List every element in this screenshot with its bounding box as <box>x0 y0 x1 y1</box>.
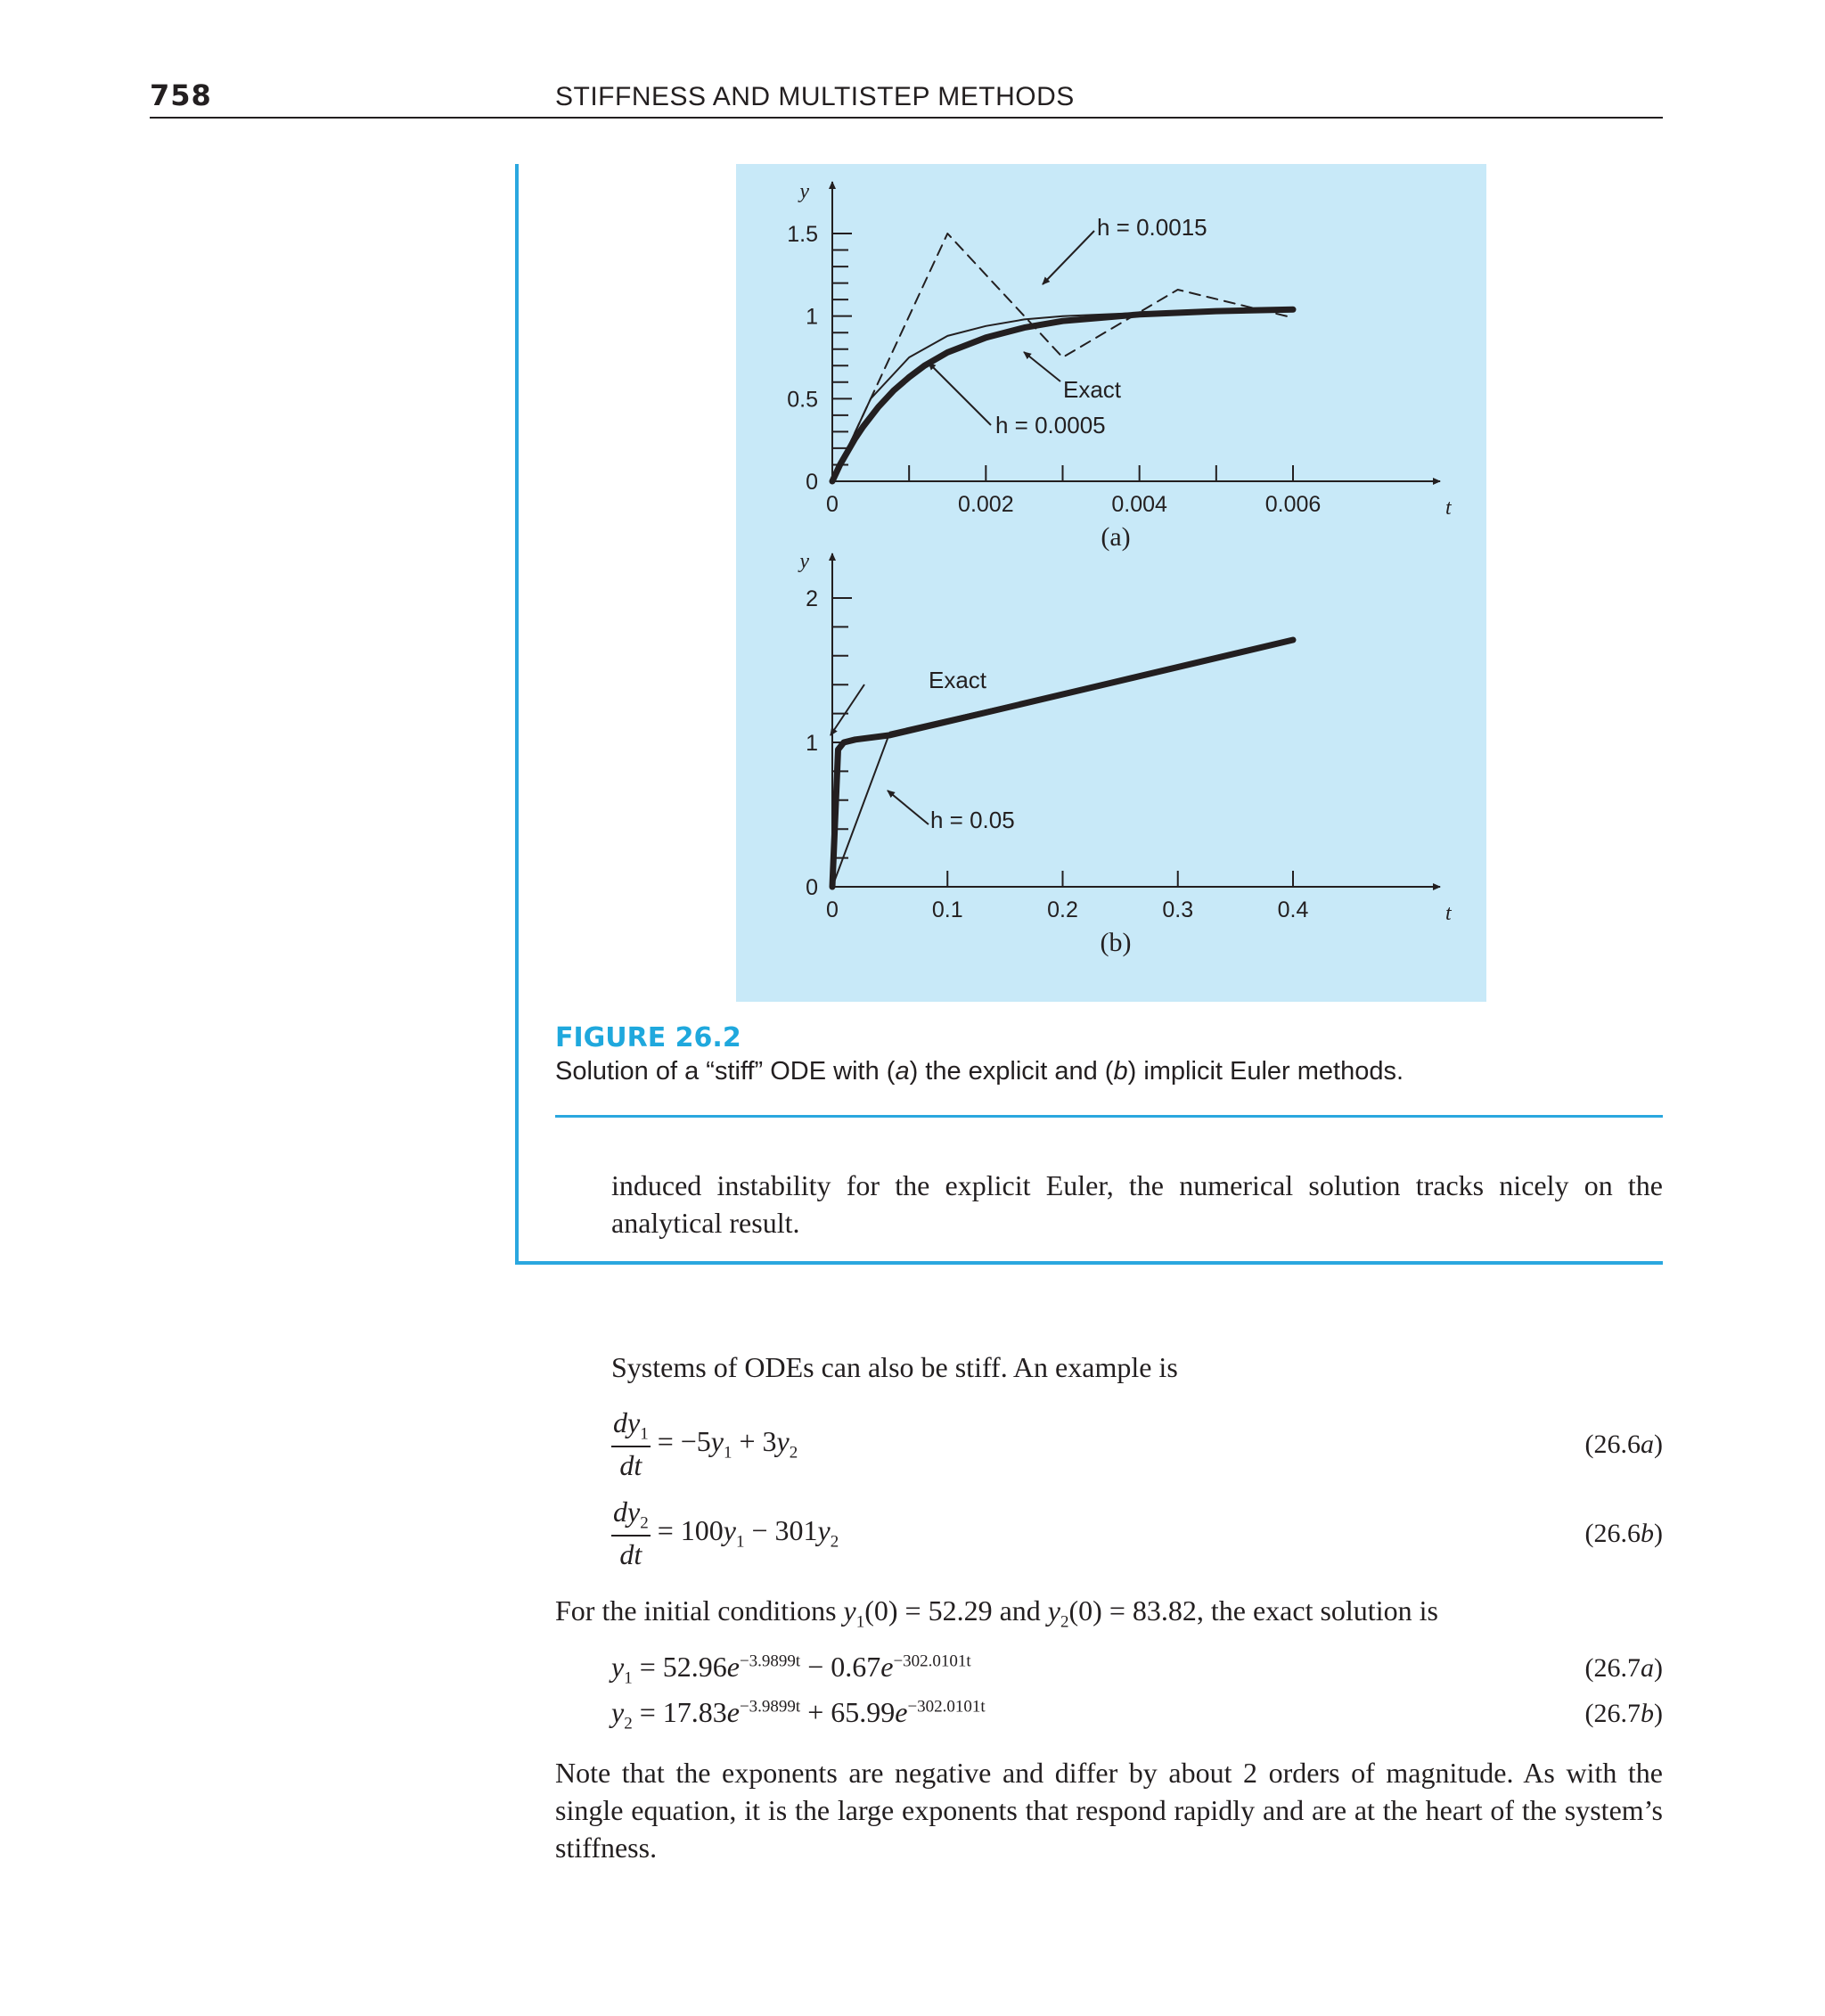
chart-b-y-tick-label: 0 <box>806 875 818 900</box>
ic-y1: y <box>843 1594 856 1627</box>
eqnum-6b-pre: (26.6 <box>1584 1519 1641 1548</box>
initial-conditions-line <box>555 1592 1663 1641</box>
eq-7a-coef-2: − 0.67 <box>807 1651 881 1683</box>
chart-b-x-tick-label: 0.3 <box>1162 897 1194 922</box>
equation-26-6b <box>611 1496 839 1571</box>
eq-6b-numerator: dy <box>613 1496 641 1528</box>
eq-6a-y2-sub: 2 <box>789 1443 798 1463</box>
eq-6b-rhs-2: − 301 <box>751 1514 818 1547</box>
eqnum-7b-letter: b <box>1641 1699 1654 1728</box>
ic-y1-arg: (0) = 52.29 and <box>864 1594 1041 1627</box>
eq-6a-y1-sub: 1 <box>724 1443 732 1463</box>
figure-background <box>736 164 1486 1002</box>
ic-y2-arg: (0) = 83.82, the exact solution is <box>1068 1594 1438 1627</box>
chart-b-y-tick-label: 2 <box>806 586 818 611</box>
eq-6a-y2: y <box>776 1425 790 1458</box>
example-box-bottom-rule <box>515 1261 1663 1265</box>
chart-b-x-symbol: t <box>1445 902 1452 925</box>
eq-6b-numerator-sub: 2 <box>640 1513 649 1533</box>
chart-b-x-tick-label: 0 <box>826 897 839 922</box>
figure-label: FIGURE 26.2 <box>555 1022 741 1053</box>
chart-a-annotation-h0015: h = 0.0015 <box>1097 214 1207 241</box>
ic-y1-sub: 1 <box>855 1612 865 1632</box>
chart-a-y-symbol: y <box>799 180 809 203</box>
ic-y2: y <box>1047 1594 1060 1627</box>
systems-paragraph: Systems of ODEs can also be stiff. An example is <box>611 1351 1178 1383</box>
caption-b: b <box>1113 1057 1128 1086</box>
equation-26-6a <box>611 1406 798 1482</box>
eq-6b-y2: y <box>817 1514 831 1547</box>
chart-a-x-tick-label: 0 <box>826 492 839 517</box>
eqnum-6a-letter: a <box>1641 1430 1654 1459</box>
eq-7b-coef-2: + 65.99 <box>807 1696 896 1728</box>
eq-7b-e-1: e <box>726 1696 740 1728</box>
chart-b-x-tick-label: 0.1 <box>931 897 963 922</box>
eq-7b-lhs: y <box>611 1696 625 1728</box>
chart-b-y-tick-label: 1 <box>806 731 818 756</box>
chart-a-annotation-exact: Exact <box>1063 376 1122 403</box>
ic-text-1: For the initial conditions <box>555 1594 837 1627</box>
eqnum-6b-letter: b <box>1641 1519 1654 1548</box>
chart-b-panel-label: (b) <box>1100 928 1132 957</box>
chart-b-x-tick-label: 0.2 <box>1047 897 1078 922</box>
chart-a-annotation-h0005: h = 0.0005 <box>995 412 1106 438</box>
eqnum-7a-letter: a <box>1641 1653 1654 1683</box>
eq-6a-rhs-2: + 3 <box>739 1425 777 1458</box>
header-rule <box>150 117 1663 119</box>
eqnum-7a-pre: (26.7 <box>1584 1653 1641 1683</box>
eq-7a-coef-1: = 52.96 <box>639 1651 727 1683</box>
equation-number-26-6a <box>1585 1430 1664 1460</box>
example-box-left-rule <box>515 164 519 1265</box>
chart-b-annotation-h005: h = 0.05 <box>930 807 1015 833</box>
eq-6a-numerator-sub: 1 <box>640 1424 649 1444</box>
equation-number-26-7b <box>1585 1699 1664 1729</box>
eq-7a-lhs: y <box>611 1651 625 1683</box>
chart-b-annotation-exact: Exact <box>929 667 987 693</box>
caption-text-3: ) implicit Euler methods. <box>1127 1057 1404 1086</box>
eqnum-7a-close: ) <box>1654 1653 1663 1683</box>
chart-a-y-tick-label: 0.5 <box>787 387 818 413</box>
eq-7b-exp-1: −3.9899t <box>739 1697 801 1717</box>
eq-7b-coef-1: = 17.83 <box>639 1696 727 1728</box>
eq-7b-e-2: e <box>895 1696 908 1728</box>
chart-a-y-tick-label: 1.5 <box>787 222 818 247</box>
chart-b-x-tick-label: 0.4 <box>1277 897 1309 922</box>
eq-6b-denominator: dt <box>619 1538 642 1571</box>
running-title: STIFFNESS AND MULTISTEP METHODS <box>555 82 1075 111</box>
eq-6b-y2-sub: 2 <box>830 1532 839 1552</box>
caption-text-2: ) the explicit and ( <box>909 1057 1114 1086</box>
equation-number-26-6b <box>1585 1519 1664 1549</box>
ic-y2-sub: 2 <box>1060 1612 1069 1632</box>
eqnum-7b-close: ) <box>1654 1699 1663 1728</box>
chart-a-y-tick-label: 1 <box>806 304 818 330</box>
eq-6b-rhs-1: = 100 <box>657 1514 724 1547</box>
eqnum-6a-pre: (26.6 <box>1584 1430 1641 1459</box>
chart-a-panel-label: (a) <box>1101 522 1131 552</box>
chart-a-x-tick-label: 0.002 <box>958 492 1014 517</box>
caption-a: a <box>895 1057 910 1086</box>
equation-number-26-7a <box>1585 1653 1664 1684</box>
equation-26-7a <box>611 1651 971 1688</box>
eq-7a-e-1: e <box>726 1651 740 1683</box>
chart-a-y-tick-label: 0 <box>806 470 818 495</box>
eq-6a-rhs-1: = −5 <box>657 1425 711 1458</box>
chart-a-x-symbol: t <box>1445 496 1452 520</box>
chart-a-x-tick-label: 0.006 <box>1264 492 1322 517</box>
eq-6a-numerator: dy <box>613 1406 641 1438</box>
eq-7a-e-2: e <box>880 1651 894 1683</box>
chart-b-y-symbol: y <box>799 550 809 573</box>
eq-7a-exp-2: −302.0101t <box>893 1651 971 1671</box>
eq-6b-y1-sub: 1 <box>735 1532 745 1552</box>
eq-6b-y1: y <box>723 1514 736 1547</box>
example-paragraph: induced instability for the explicit Euler, the numerical solution tracks nicely on the analytical result. <box>611 1169 1663 1239</box>
equation-26-7b <box>611 1696 986 1733</box>
eq-7a-exp-1: −3.9899t <box>739 1651 801 1671</box>
eq-7b-lhs-sub: 2 <box>624 1714 633 1733</box>
eq-7b-exp-2: −302.0101t <box>907 1697 986 1717</box>
caption-text-1: Solution of a “stiff” ODE with ( <box>555 1057 896 1086</box>
page-number: 758 <box>150 78 212 112</box>
eq-6a-denominator: dt <box>619 1449 642 1482</box>
eqnum-7b-pre: (26.7 <box>1584 1699 1641 1728</box>
eq-6a-y1: y <box>710 1425 724 1458</box>
figure-26-2 <box>736 164 1486 1002</box>
figure-caption <box>555 1057 1404 1086</box>
eq-7a-lhs-sub: 1 <box>624 1668 633 1688</box>
caption-rule <box>555 1115 1663 1118</box>
eqnum-6b-close: ) <box>1654 1519 1663 1548</box>
eqnum-6a-close: ) <box>1654 1430 1663 1459</box>
note-paragraph: Note that the exponents are negative and differ by about 2 orders of magnitude. As with the single equation, it is the large exponents that respond rapidly and are at the heart of the system’s stiffness. <box>555 1757 1663 1864</box>
chart-a-x-tick-label: 0.004 <box>1111 492 1167 517</box>
